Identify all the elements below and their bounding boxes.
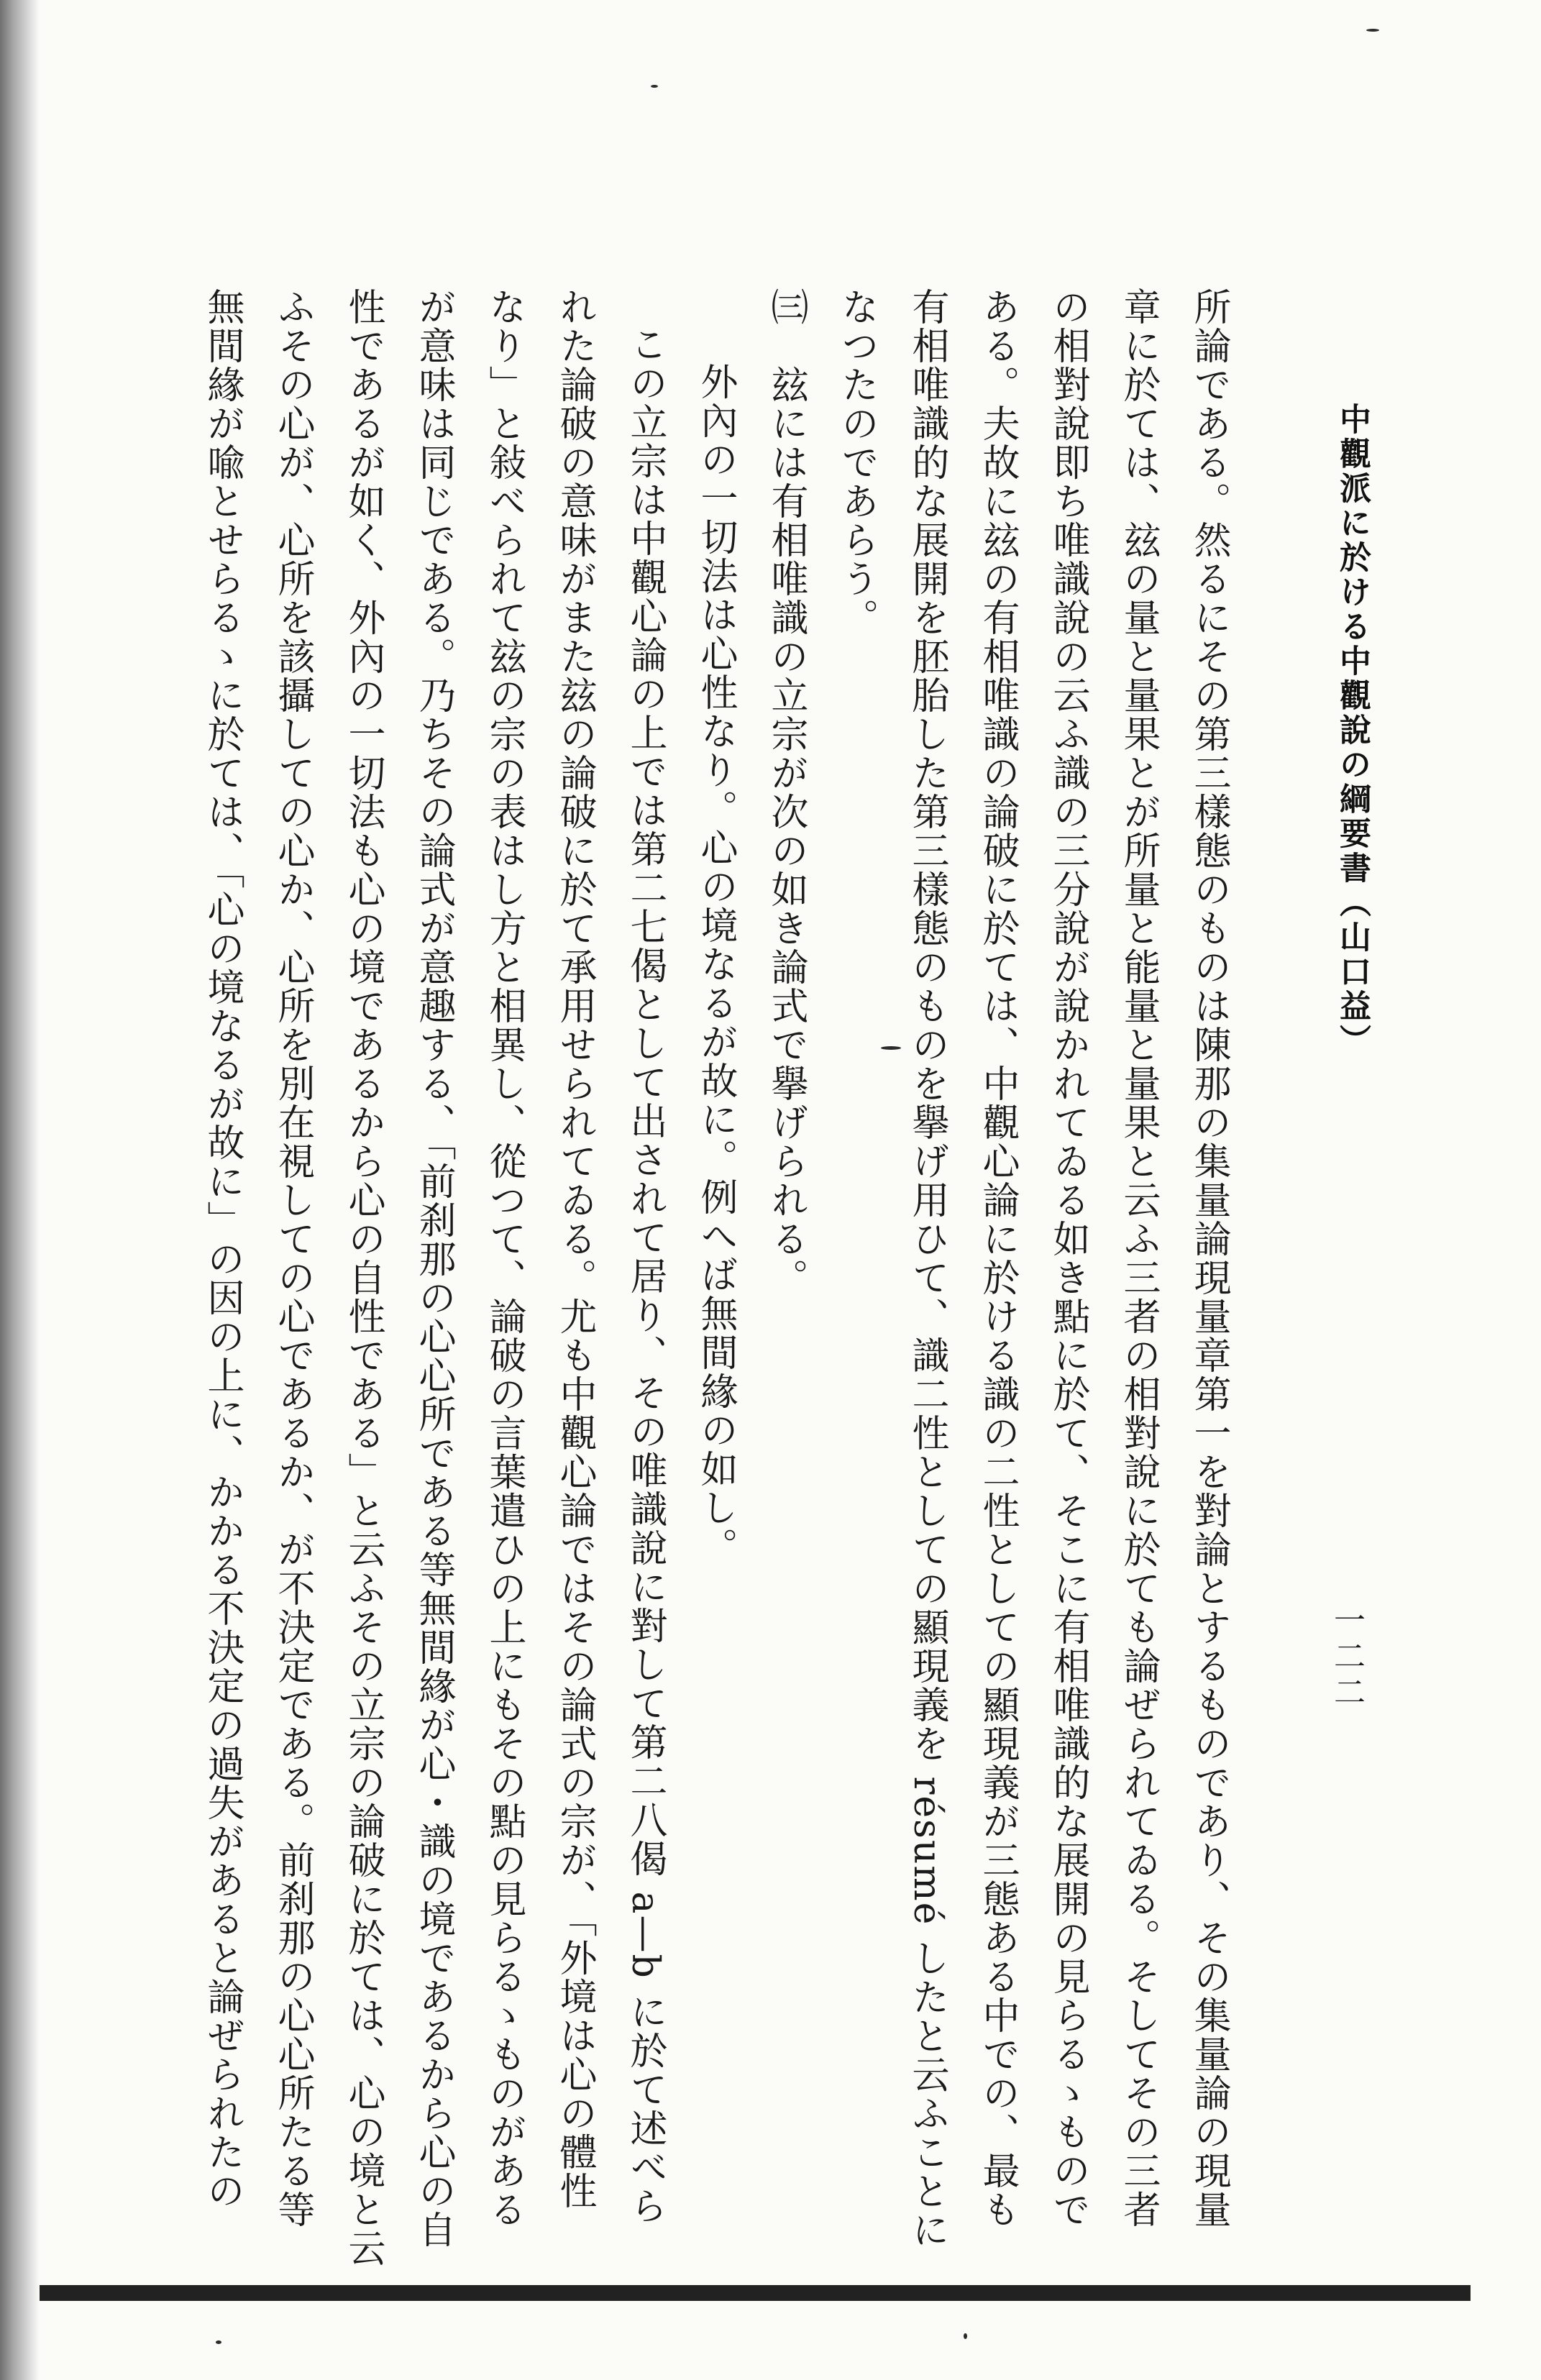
- text-line: ある。夫故に玆の有相唯識の論破に於ては、中觀心論に於ける識の二性としての顯現義が三態ある中での、最も: [976, 288, 1019, 2229]
- thesis-statement: 外內の一切法は心性なり。心の境なるが故に。例へば無間緣の如し。: [694, 362, 737, 1566]
- text-line: れた論破の意味がまた玆の論破に於て承用せられてゐる。尤も中觀心論ではその論式の宗が、「外境は心の體性: [553, 288, 596, 2210]
- body-text: [165, 288, 1244, 2268]
- text-line: 所論である。然るにその第三樣態のものは陳那の集量論現量章第一を對論とするものであり、その集量論の現量: [1187, 288, 1230, 2229]
- page-number: 一二二: [1328, 1603, 1365, 1711]
- scan-shadow-left: [0, 0, 40, 2380]
- text-line: が意味は同じである。乃ちその論式が意趣する、「前刹那の心心所である等無間緣が心・識の境であるから心の自: [412, 288, 455, 2249]
- text-line: なり」と敍べられて玆の宗の表はし方と相異し、從つて、論破の言葉遣ひの上にもその點の見らるゝものがある: [483, 288, 526, 2229]
- text-line: 有相唯識的な展開を胚胎した第三樣態のものを擧げ用ひて、識二性としての顯現義を résumé したと云ふことに: [905, 288, 948, 2250]
- speck: [964, 2333, 967, 2339]
- text-line: なつたのであらう。: [835, 288, 878, 637]
- running-header: 中觀派に於ける中觀說の綱要書（山口益）: [1334, 403, 1371, 1058]
- text-line: この立宗は中觀心論の上では第二七偈として出されて居り、その唯識說に對して第二八偈 a—b に於て述べら: [623, 325, 667, 2226]
- text-line: 性であるが如く、外內の一切法も心の境であるから心の自性である」と云ふその立宗の論破に於ては、心の境と云: [342, 288, 385, 2268]
- speck: [216, 2340, 221, 2344]
- text-line: 無間緣が喩とせらるゝに於ては、「心の境なるが故に」の因の上に、かかる不決定の過失があると論ぜられたの: [201, 288, 244, 2210]
- speck: [1366, 29, 1379, 32]
- section-heading: ㈢ 玆には有相唯識の立宗が次の如き論式で擧げられる。: [764, 288, 808, 1297]
- scan-shadow-bottom: [40, 2285, 1471, 2301]
- text-line: ふその心が、心所を該攝しての心か、心所を別在視しての心であるか、が不決定である。前刹那の心心所たる等: [271, 288, 314, 2229]
- speck: [651, 85, 658, 88]
- text-line: の相對說即ち唯識說の云ふ識の三分說が說かれてゐる如き點に於て、そこに有相唯識的な展開の見らるゝもので: [1046, 288, 1089, 2229]
- text-line: 章に於ては、玆の量と量果とが所量と能量と量果と云ふ三者の相對說に於ても論ぜられてゐる。そしてその三者: [1117, 288, 1160, 2229]
